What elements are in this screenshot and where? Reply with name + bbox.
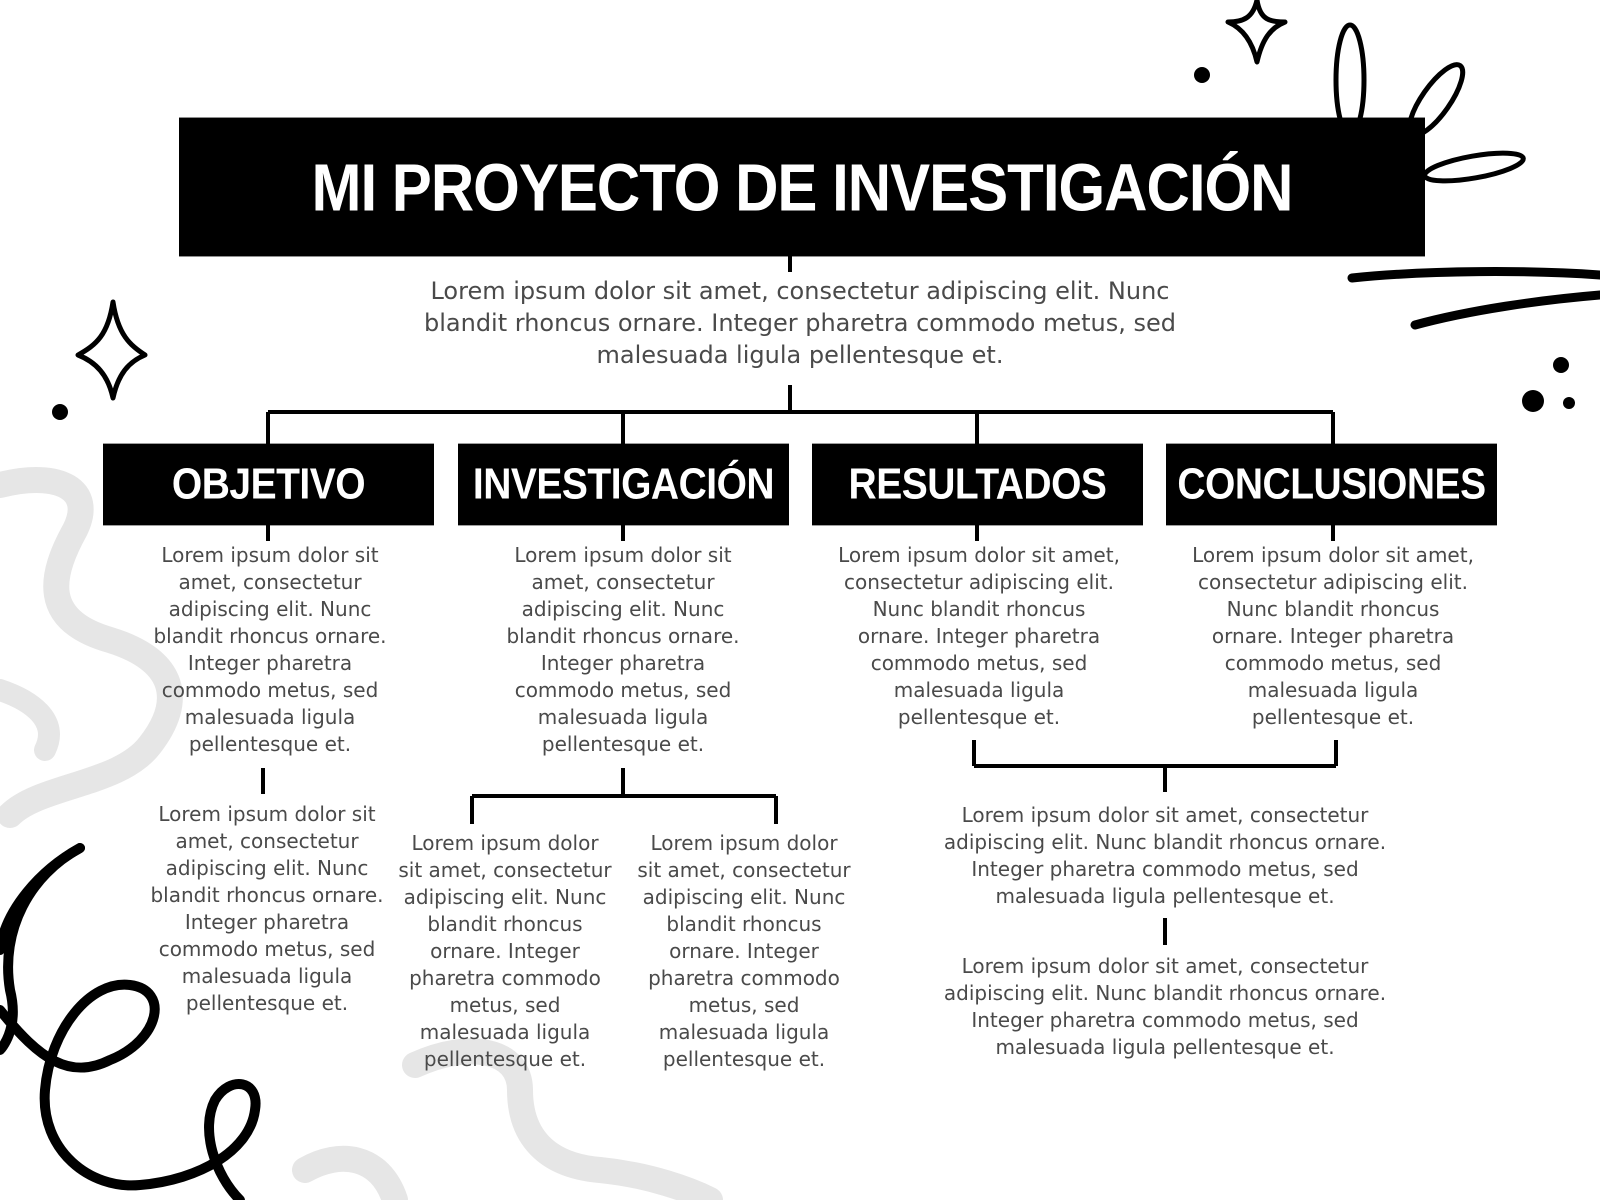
heading-objetivo-box bbox=[103, 444, 434, 526]
heading-resultados-box bbox=[812, 444, 1143, 526]
resultados-text: Lorem ipsum dolor sit amet, consectetur adipiscing elit. Nunc blandit rhoncus ornare. Integer pharetra commodo metus, sed malesuada ligula pellentesque et. bbox=[838, 543, 1120, 729]
heading-objetivo: OBJETIVO bbox=[171, 459, 366, 509]
merged-text-1: Lorem ipsum dolor sit amet, consectetur adipiscing elit. Nunc blandit rhoncus ornare. Integer pharetra commodo metus, sed malesuada ligula pellentesque et. bbox=[943, 803, 1387, 908]
objetivo-subtext: Lorem ipsum dolor sit amet, consectetur adipiscing elit. Nunc blandit rhoncus ornare. Integer pharetra commodo metus, sed malesuada ligula pellentesque et. bbox=[150, 802, 384, 1015]
intro-text: Lorem ipsum dolor sit amet, consectetur adipiscing elit. Nunc blandit rhoncus ornare. Integer pharetra commodo metus, sed malesuada ligula pellentesque et. bbox=[424, 277, 1176, 369]
heading-investigacion: INVESTIGACIÓN bbox=[472, 459, 775, 509]
title-box bbox=[179, 118, 1425, 257]
heading-resultados: RESULTADOS bbox=[848, 459, 1107, 509]
investigacion-subtext-left: Lorem ipsum dolor sit amet, consectetur adipiscing elit. Nunc blandit rhoncus ornare. Integer pharetra commodo metus, sed malesuada ligula pellentesque et. bbox=[398, 831, 612, 1071]
objetivo-text: Lorem ipsum dolor sit amet, consectetur adipiscing elit. Nunc blandit rhoncus ornare. Integer pharetra commodo metus, sed malesuada ligula pellentesque et. bbox=[153, 543, 387, 756]
page-title: MI PROYECTO DE INVESTIGACIÓN bbox=[311, 149, 1293, 225]
merged-text-2: Lorem ipsum dolor sit amet, consectetur adipiscing elit. Nunc blandit rhoncus ornare. Integer pharetra commodo metus, sed malesuada ligula pellentesque et. bbox=[943, 954, 1387, 1059]
investigacion-subtext-right: Lorem ipsum dolor sit amet, consectetur adipiscing elit. Nunc blandit rhoncus ornare. Integer pharetra commodo metus, sed malesuada ligula pellentesque et. bbox=[637, 831, 851, 1071]
heading-conclusiones-box bbox=[1166, 444, 1497, 526]
investigacion-text: Lorem ipsum dolor sit amet, consectetur adipiscing elit. Nunc blandit rhoncus ornare. Integer pharetra commodo metus, sed malesuada ligula pellentesque et. bbox=[506, 543, 740, 756]
conclusiones-text: Lorem ipsum dolor sit amet, consectetur adipiscing elit. Nunc blandit rhoncus ornare. Integer pharetra commodo metus, sed malesuada ligula pellentesque et. bbox=[1192, 543, 1474, 729]
heading-investigacion-box bbox=[458, 444, 789, 526]
heading-conclusiones: CONCLUSIONES bbox=[1177, 459, 1486, 509]
